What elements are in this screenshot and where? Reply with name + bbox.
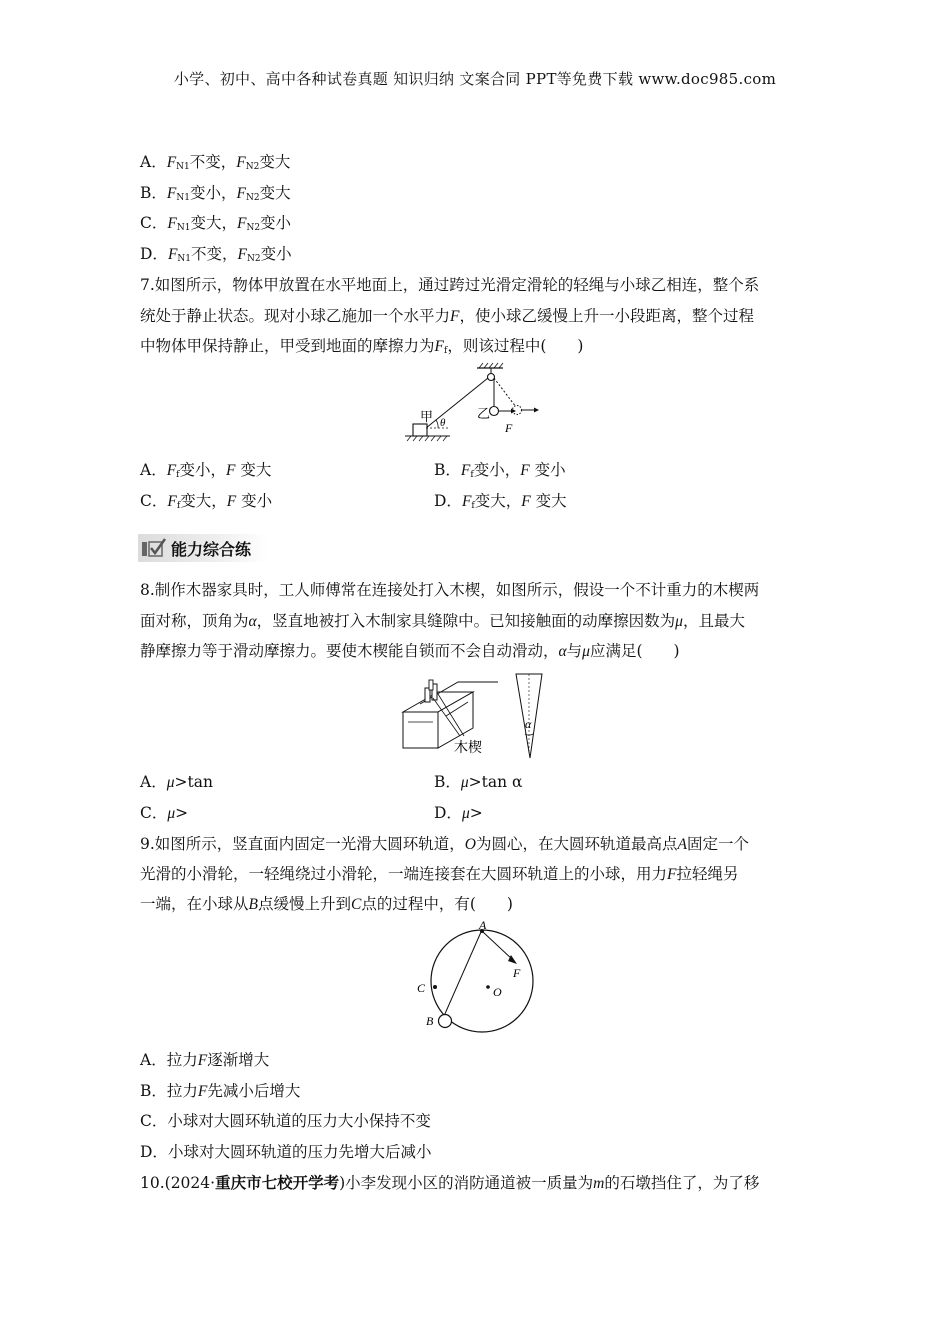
option-label: B． (434, 773, 461, 791)
text: 应满足( ) (589, 642, 680, 660)
label-alpha: α (525, 717, 532, 731)
q9-stem-line2 (140, 864, 739, 885)
option-label: C． (140, 1112, 168, 1130)
option-label: D． (434, 804, 462, 822)
block-jia (413, 424, 427, 436)
symbol-f: F (166, 185, 177, 202)
q6-option-d (140, 244, 292, 269)
subscript: f (176, 470, 180, 480)
option-label: A． (140, 153, 167, 171)
q7-option-d (434, 491, 567, 516)
symbol-m: m (593, 1175, 605, 1192)
q10-stem-line1 (140, 1173, 759, 1194)
text: 面对称，顶角为 (140, 612, 249, 630)
subscript: N2 (245, 162, 260, 172)
text: 点缓慢上升到 (257, 895, 351, 913)
option-label: A． (140, 773, 167, 791)
symbol-mu: μ (675, 613, 683, 630)
subscript: N1 (176, 193, 190, 203)
symbol-f: F (237, 246, 247, 263)
option-text: 小球对大圆环轨道的压力先增大后减小 (167, 1143, 432, 1161)
label-theta: θ (440, 417, 446, 429)
q9-ring-figure (410, 918, 540, 1033)
text: 的石墩挡住了，为了移 (604, 1174, 760, 1192)
symbol-f: F (236, 185, 246, 202)
symbol-alpha: α (248, 613, 257, 630)
option-text: 变小 (529, 461, 566, 479)
q7-option-b (434, 460, 566, 485)
q9-stem-line3 (140, 894, 513, 915)
option-text: 变小 (236, 492, 273, 510)
option-label: D． (434, 492, 462, 510)
symbol-mu: μ (582, 643, 590, 660)
option-text: 变大 (530, 492, 567, 510)
page-header: 小学、初中、高中各种试卷真题 知识归纳 文案合同 PPT等免费下载 www.doc985.com (173, 70, 777, 88)
symbol-f: F (226, 493, 237, 510)
subscript: N1 (176, 223, 191, 233)
symbol-mu: μ (166, 774, 175, 791)
option-label: A． (140, 1051, 167, 1069)
label-f: F (505, 421, 513, 435)
option-label: C． (140, 492, 168, 510)
symbol-f: F (167, 215, 177, 232)
option-label: D． (140, 1143, 168, 1161)
section-title: 能力综合练 (171, 540, 252, 559)
q7-stem-line2 (140, 306, 754, 327)
option-text: > (175, 804, 189, 822)
text: 一端，在小球从 (140, 895, 249, 913)
ball (439, 1015, 452, 1028)
checkmark-icon (140, 538, 166, 558)
symbol-f: F (461, 493, 472, 510)
symbol-c: C (351, 896, 362, 913)
ball-yi (490, 407, 499, 416)
option-label: B． (140, 1082, 167, 1100)
symbol-mu: μ (167, 805, 176, 822)
pulley-icon (488, 374, 495, 381)
text: 10.(2024· (140, 1174, 216, 1192)
label-wedge: 木楔 (454, 741, 482, 756)
option-text: 变大 (235, 461, 272, 479)
symbol-f: F (434, 338, 444, 355)
option-label: B． (434, 461, 461, 479)
subscript: f (471, 501, 475, 511)
text: 静摩擦力等于滑动摩擦力。要使木楔能自锁而不会自动滑动， (140, 642, 559, 660)
subscript: f (176, 501, 181, 511)
option-text: >tan (174, 773, 213, 791)
symbol-f: F (226, 462, 236, 479)
label-o: O (493, 985, 502, 999)
option-text: 拉力 (166, 1082, 198, 1100)
q8-option-c (140, 803, 188, 824)
option-text: 小球对大圆环轨道的压力大小保持不变 (167, 1112, 431, 1130)
option-text: 变小， (189, 184, 237, 202)
source-tag: 重庆市七校开学考 (215, 1174, 340, 1192)
q8-stem-line1: 8.制作木器家具时，工人师傅常在连接处打入木楔，如图所示，假设一个不计重力的木楔两 (140, 581, 760, 599)
option-text: 变大， (180, 492, 227, 510)
q6-option-b (140, 183, 291, 208)
symbol-f: F (521, 493, 531, 510)
subscript: f (443, 346, 448, 356)
option-text: 变大 (259, 153, 291, 171)
label-a: A (479, 918, 487, 932)
point-c (433, 985, 437, 989)
option-text: 不变， (191, 245, 238, 263)
symbol-f: F (197, 1052, 208, 1069)
q9-option-c (140, 1111, 431, 1131)
label-jia: 甲 (420, 409, 434, 424)
q7-pulley-figure (405, 362, 550, 444)
symbol-a: A (677, 836, 687, 853)
symbol-f: F (197, 1083, 208, 1100)
symbol-f: F (166, 154, 177, 171)
text: 拉轻绳另 (676, 865, 739, 883)
text: 9.如图所示，竖直面内固定一光滑大圆环轨道， (140, 835, 465, 853)
symbol-f: F (167, 246, 178, 263)
option-text: 拉力 (166, 1051, 198, 1069)
option-text: 变小， (473, 461, 521, 479)
symbol-f: F (450, 308, 460, 325)
symbol-b: B (248, 896, 258, 913)
text: 为圆心，在大圆环轨道最高点 (476, 835, 678, 853)
label-f: F (513, 966, 521, 980)
text: 点的过程中，有( ) (361, 895, 513, 913)
option-text: 变大， (190, 214, 237, 232)
symbol-f: F (236, 215, 247, 232)
subscript: N2 (245, 193, 260, 203)
subscript: N2 (247, 254, 261, 264)
label-yi: 乙 (477, 406, 491, 421)
option-text: 变大 (259, 184, 291, 202)
text: ，且最大 (682, 612, 745, 630)
symbol-mu: μ (460, 774, 469, 791)
text: 中物体甲保持静止，甲受到地面的摩擦力为 (140, 337, 435, 355)
q9-option-d (140, 1142, 431, 1162)
option-text: 变大， (474, 492, 522, 510)
option-label: D． (140, 245, 168, 263)
q7-option-c (140, 491, 272, 516)
option-label: A． (140, 461, 167, 479)
option-text: > (469, 804, 483, 822)
subscript: f (470, 470, 474, 480)
subscript: N1 (176, 162, 190, 172)
q8-option-a (140, 772, 213, 793)
label-b: B (426, 1014, 434, 1028)
q9-option-a (140, 1050, 269, 1071)
text: )小李发现小区的消防通道被一质量为 (339, 1174, 594, 1192)
subscript: N2 (246, 223, 261, 233)
section-header (138, 532, 268, 562)
symbol-f: F (167, 493, 177, 510)
subscript: N1 (177, 254, 192, 264)
symbol-o: O (464, 836, 476, 853)
symbol-alpha: α (558, 643, 567, 660)
center-dot (486, 985, 490, 989)
q8-option-b (434, 772, 523, 793)
option-text: 逐渐增大 (207, 1051, 270, 1069)
option-text: 变小 (260, 214, 292, 232)
q7-option-a (140, 460, 271, 485)
symbol-f: F (520, 462, 530, 479)
text: ，竖直地被打入木制家具缝隙中。已知接触面的动摩擦因数为 (256, 612, 676, 630)
option-text: 不变， (189, 153, 237, 171)
text: 光滑的小滑轮，一轻绳绕过小滑轮，一端连接套在大圆环轨道上的小球，用力 (140, 865, 668, 883)
symbol-f: F (460, 462, 471, 479)
q9-option-b (140, 1081, 300, 1102)
symbol-mu: μ (461, 805, 470, 822)
text: 固定一个 (686, 835, 749, 853)
q7-stem-line3 (140, 336, 583, 361)
label-c: C (417, 981, 426, 995)
q7-stem-line1: 7.如图所示，物体甲放置在水平地面上，通过跨过光滑定滑轮的轻绳与小球乙相连，整个系 (140, 276, 760, 294)
symbol-f: F (667, 866, 677, 883)
q6-option-c (140, 213, 291, 238)
option-text: 先减小后增大 (207, 1082, 301, 1100)
text: ，则该过程中( ) (447, 337, 584, 355)
option-label: C． (140, 804, 168, 822)
q6-option-a (140, 152, 290, 177)
q8-stem-line2 (140, 611, 745, 632)
q8-stem-line3 (140, 641, 680, 662)
option-text: 变小， (179, 461, 227, 479)
option-text: 变小 (260, 245, 292, 263)
text: ，使小球乙缓慢上升一小段距离，整个过程 (459, 307, 754, 325)
symbol-f: F (236, 154, 246, 171)
option-text: >tan α (468, 773, 523, 791)
q8-wedge-figure (398, 670, 558, 762)
text: 与 (566, 642, 583, 660)
text: 统处于静止状态。现对小球乙施加一个水平力 (140, 307, 451, 325)
option-label: C． (140, 214, 168, 232)
q8-option-d (434, 803, 483, 824)
option-label: B． (140, 184, 167, 202)
q9-stem-line1 (140, 834, 749, 855)
symbol-f: F (166, 462, 177, 479)
